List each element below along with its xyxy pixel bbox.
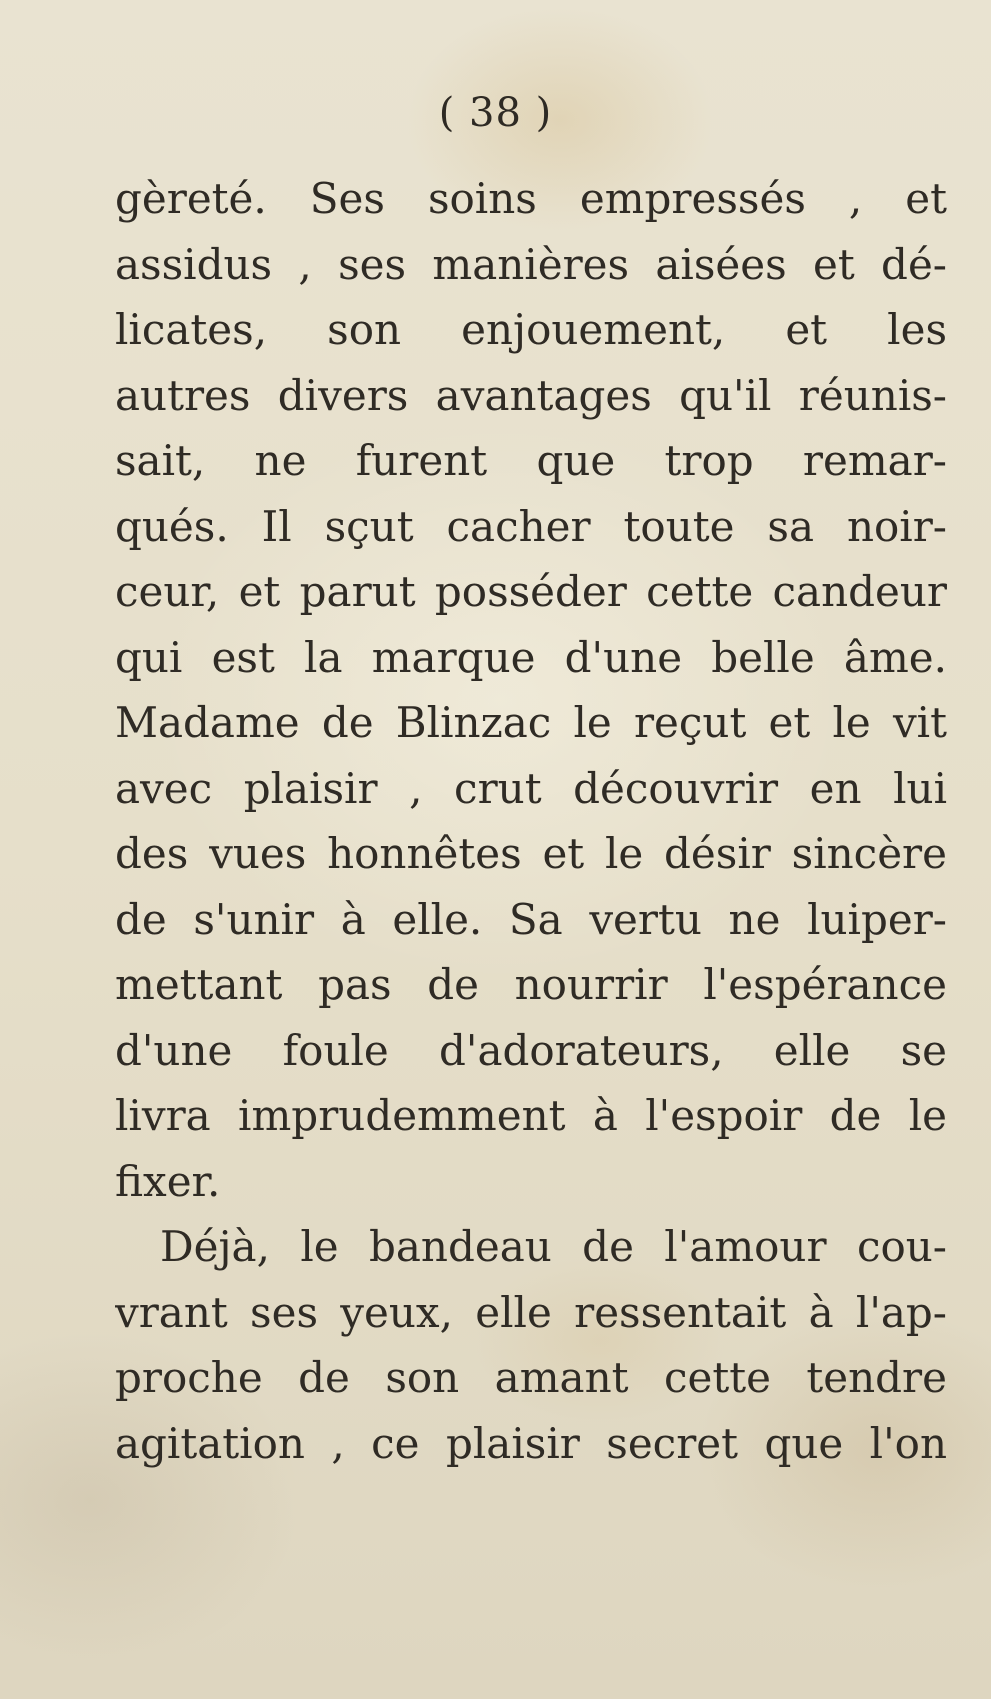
body-text (115, 166, 947, 1476)
text-line: Déjà, le bandeau de l'amour cou- (160, 1222, 947, 1271)
text-line: sait, ne furent que trop remar- (115, 436, 947, 485)
text-line: vrant ses yeux, elle ressentait à l'ap- (115, 1287, 947, 1337)
text-line: livra imprudemment à l'espoir de le (115, 1091, 947, 1140)
text-line: fixer. (115, 1156, 221, 1206)
text-line: gèreté. Ses soins empressés , et (115, 174, 947, 223)
text-line: des vues honnêtes et le désir sincère (115, 829, 947, 878)
text-line: proche de son amant cette tendre (115, 1353, 947, 1402)
text-line: agitation , ce plaisir secret que l'on (115, 1418, 947, 1468)
text-line: qués. Il sçut cacher toute sa noir- (115, 501, 947, 551)
page-number: ( 38 ) (438, 90, 553, 136)
text-line: licates, son enjouement, et les (115, 305, 947, 354)
text-line: autres divers avantages qu'il réunis- (115, 370, 947, 420)
text-line: de s'unir à elle. Sa vertu ne luiper- (115, 894, 947, 944)
text-line: ceur, et parut posséder cette candeur (115, 567, 947, 616)
text-line: Madame de Blinzac le reçut et le vit (115, 698, 947, 747)
text-line: d'une foule d'adorateurs, elle se (115, 1025, 947, 1075)
text-line: mettant pas de nourrir l'espérance (115, 960, 947, 1009)
text-line: assidus , ses manières aisées et dé- (115, 239, 947, 289)
text-line: avec plaisir , crut découvrir en lui (115, 763, 947, 813)
text-line: qui est la marque d'une belle âme. (115, 632, 947, 682)
